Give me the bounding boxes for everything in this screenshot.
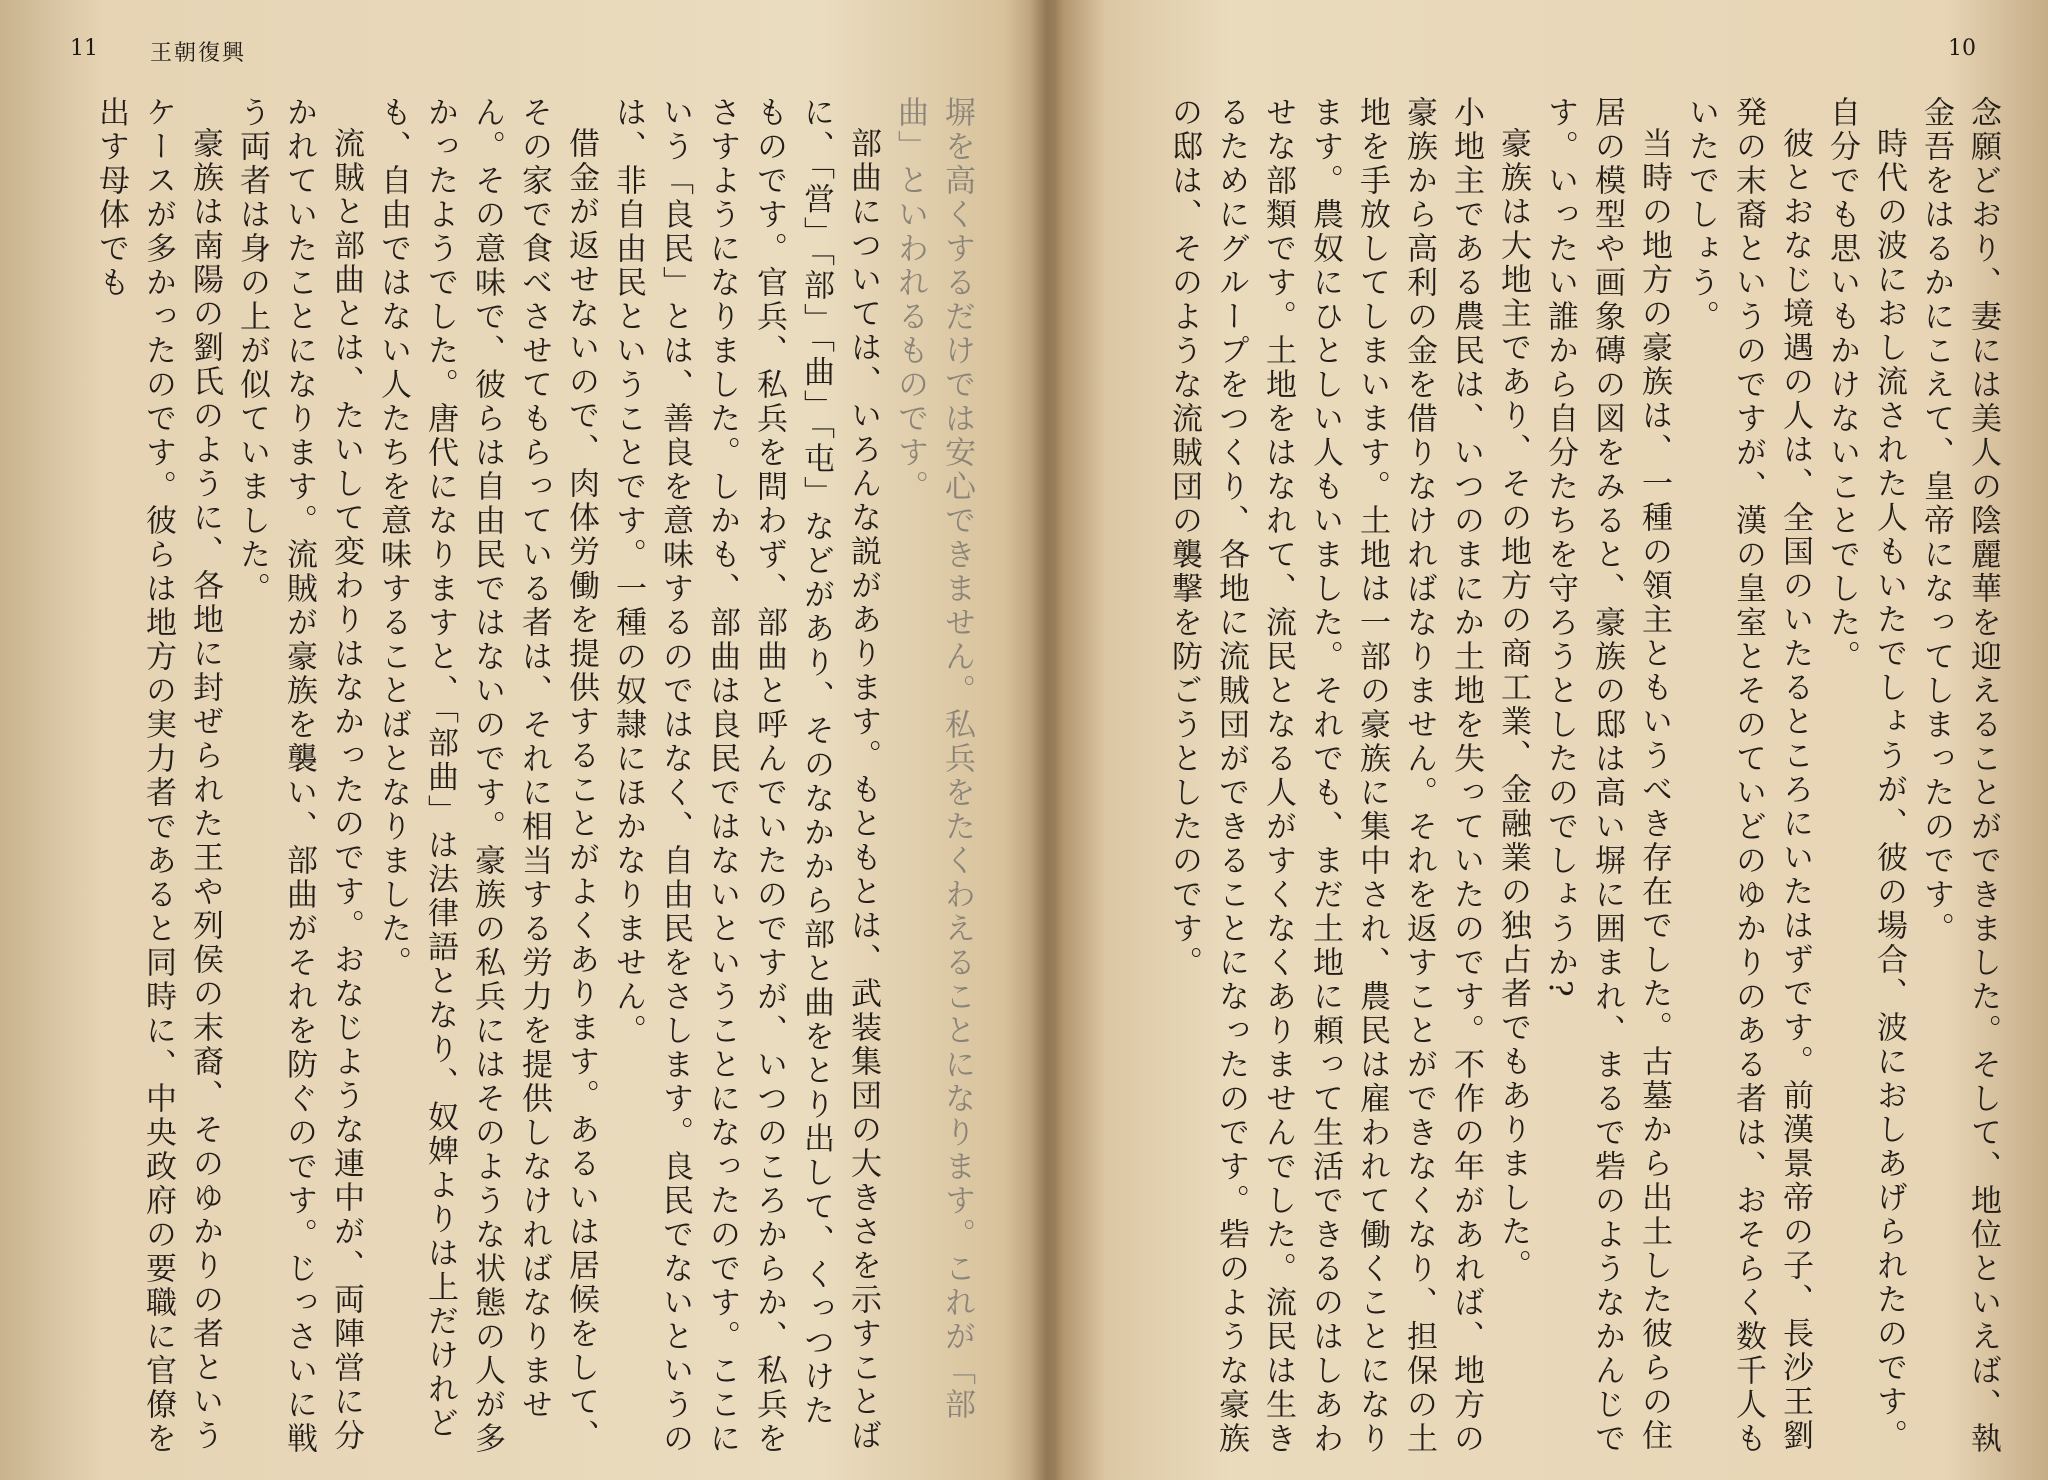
paragraph: 豪族は南陽の劉氏のように、各地に封ぜられた王や列侯の末裔、そのゆかりの者というケースが多かったのです。彼らは地方の実力者であると同時に、中央政府の要職に官僚を出す母体でも: [93, 96, 223, 1456]
right-page-text: [1106, 96, 2006, 1456]
right-page: [1046, 0, 2048, 1480]
paragraph: 塀を高くするだけでは安心できません。私兵をたくわえることになります。これが「部曲」といわれるものです。: [892, 96, 975, 1422]
running-head: 王朝復興: [150, 41, 247, 66]
paragraph: 借金が返せないので、肉体労働を提供することがよくあります。あるいは居候をして、その家で食べさせてもらっている者は、それに相当する労力を提供しなければなりません。その意味で、彼らは自由民ではないのです。豪族の私兵にはそのような状態の人が多かったようでした。唐代になりますと、「部曲」は法律語となり、奴婢よりは上だけれども、自由ではない人たちを意味することばとなりました。: [375, 96, 599, 1456]
paragraph: 小地主である農民は、いつのまにか土地を失っていたのです。不作の年があれば、地方の豪族から高利の金を借りなければなりません。それを返すことができなくなり、担保の土地を手放してしまいます。土地は一部の豪族に集中され、農民は雇われて働くことになります。農奴にひとしい人もいました。それでも、まだ土地に頼って生活できるのはしあわせな部類です。土地をはなれて、流民となる人がすくなくありませんでした。流民は生きるためにグループをつくり、各地に流賊団ができることになったのです。砦のような豪族の邸は、そのような流賊団の襲撃を防ごうとしたのです。: [1166, 96, 1484, 1456]
paragraph: 彼とおなじ境遇の人は、全国のいたるところにいたはずです。前漢景帝の子、長沙王劉発の末裔というのですが、漢の皇室とそのていどのゆかりのある者は、おそらく数千人もいたでしょう。: [1683, 96, 1813, 1456]
paragraph: 部曲については、いろんな説があります。もともとは、武装集団の大きさを示すことばに、「営」「部」「曲」「屯」などがあり、そのなかから部と曲をとり出して、くっつけたものです。官兵、私兵を問わず、部曲と呼んでいたのですが、いつのころからか、私兵をさすようになりました。しかも、部曲は良民ではないということになったのです。ここにいう「良民」とは、善良を意味するのではなく、自由民をさします。良民でないというのは、非自由民ということです。一種の奴隷にほかなりません。: [610, 96, 881, 1456]
paragraph: 当時の地方の豪族は、一種の領主ともいうべき存在でした。古墓から出土した彼らの住居の模型や画象磚の図をみると、豪族の邸は高い塀に囲まれ、まるで砦のようなかんじです。いったい誰から自分たちを守ろうとしたのでしょうか?: [1542, 96, 1672, 1456]
left-page-number: 11: [70, 36, 98, 61]
paragraph: 豪族は大地主であり、その地方の商工業、金融業の独占者でもありました。: [1495, 127, 1531, 1283]
paragraph: 時代の波におし流された人もいたでしょうが、彼の場合、波におしあげられたのです。自分でも思いもかけないことでした。: [1824, 96, 1907, 1453]
left-page-text: [60, 96, 980, 1456]
paragraph: 念願どおり、妻には美人の陰麗華を迎えることができました。そして、地位といえば、執金吾をはるかにこえて、皇帝になってしまったのです。: [1918, 96, 2001, 1456]
paragraph: 流賊と部曲とは、たいして変わりはなかったのです。おなじような連中が、両陣営に分かれていたことになります。流賊が豪族を襲い、部曲がそれを防ぐのです。じっさいに戦う両者は身の上が似ていました。: [234, 96, 364, 1456]
right-page-number: 10: [1948, 36, 1976, 61]
